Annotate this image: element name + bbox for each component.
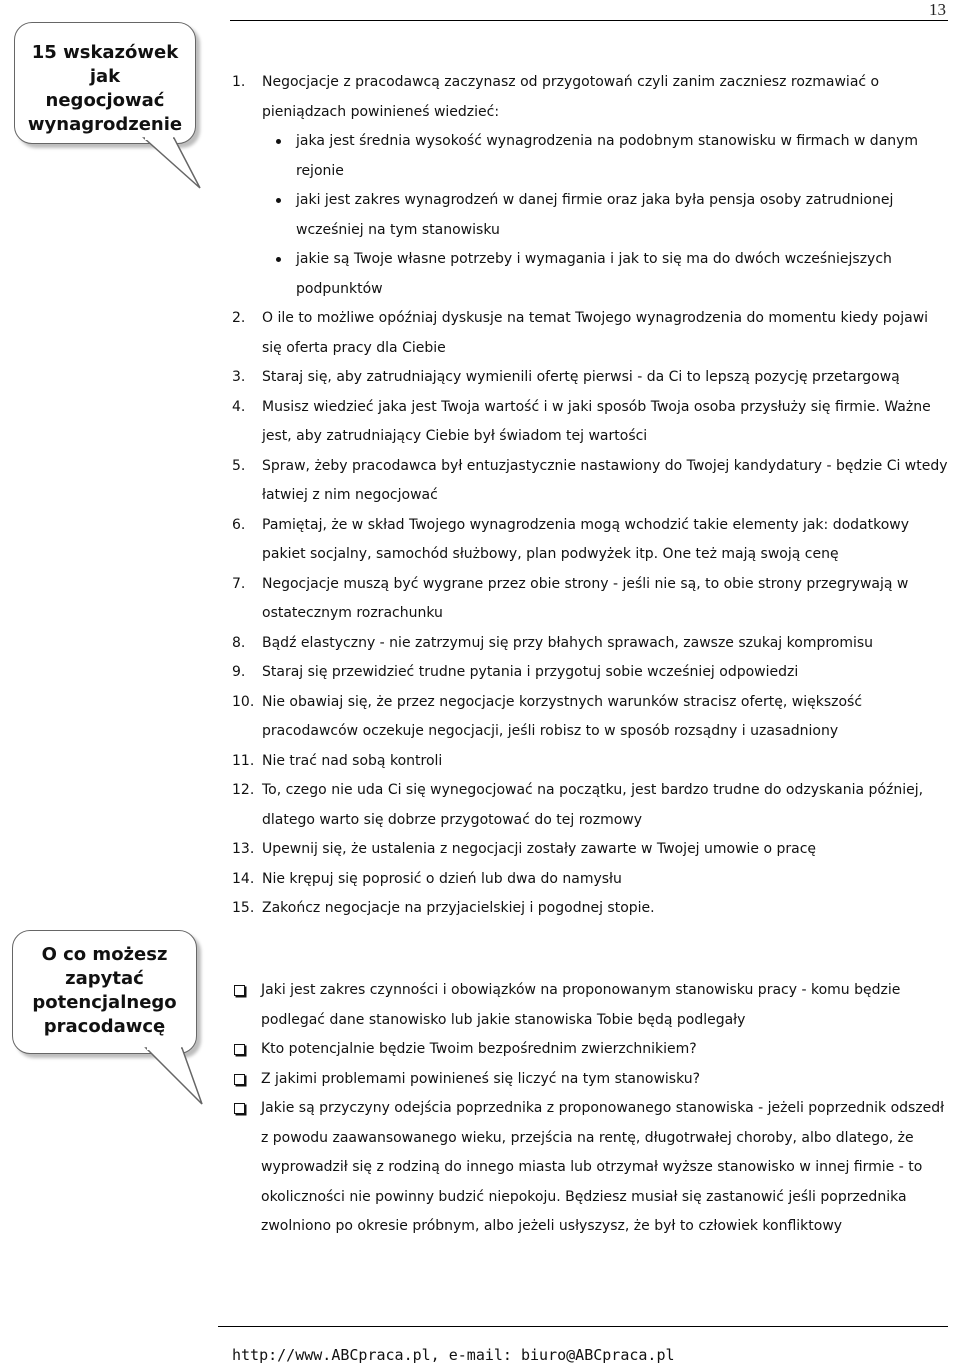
tip-number: 15. [232,900,255,916]
bubble-line: negocjować [45,90,165,111]
tip-item [232,835,952,865]
tip-item [232,68,952,127]
tip-text: O ile to możliwe opóźniaj dyskusje na temat Twojego wynagrodzenia do momentu kiedy pojawi się oferta pracy dla Ciebie [262,310,929,356]
question-item [232,976,952,1035]
tip-text: Nie trać nad sobą kontroli [262,752,443,769]
question-item [232,1035,952,1065]
tip-text: Spraw, żeby pracodawca był entuzjastycznie nastawiony do Twojej kandydatury - będzie Ci wtedy łatwiej z nim negocjować [262,457,948,503]
tip-text: Zakończ negocjacje na przyjacielskiej i pogodnej stopie. [262,900,655,916]
tip-text: Nie obawiaj się, że przez negocjacje korzystnych warunków stracisz ofertę, większość pracodawców oczekuje negocjacji, jeśli robisz to w sposób rozsądny i uzasadniony [262,693,863,739]
tip-number: 9. [232,664,246,680]
bullet-item [232,186,952,245]
bubble-line: 15 wskazówek [31,42,179,63]
tip-text: Bądź elastyczny - nie zatrzymuj się przy błahych sprawach, zawsze szukaj kompromisu [262,634,874,651]
tip-item [232,776,952,835]
bubble-line: jak [89,66,121,87]
tip-text: Upewnij się, że ustalenia z negocjacji zostały zawarte w Twojej umowie o pracę [262,841,817,857]
tip-number: 12. [232,782,255,798]
tip-text: Staraj się przewidzieć trudne pytania i przygotuj sobie wcześniej odpowiedzi [262,664,799,680]
tip-item [232,747,952,777]
tip-item [232,658,952,688]
tip-text: Musisz wiedzieć jaka jest Twoja wartość i w jaki sposób Twoja osoba przysłuży się firmie. Ważne jest, aby zatrudniający Ciebie był świadom tej wartości [262,398,931,444]
footer-contact: http://www.ABCpraca.pl, e-mail: biuro@ABCpraca.pl [232,1346,675,1364]
tip-item [232,894,952,924]
tip-number: 3. [232,369,246,385]
tip-item [232,393,952,452]
question-item [232,1065,952,1095]
questions-list [232,976,952,1242]
bullet-dot-icon [276,257,281,262]
page-number: 13 [929,0,946,19]
question-text: Jaki jest zakres czynności i obowiązków na proponowanym stanowisku pracy - komu będzie podlegać dane stanowisko lub jakie stanowiska Tobie będą podlegały [261,982,901,1028]
tips-list [232,68,952,924]
bubble-line: wynagrodzenie [27,114,183,135]
question-text: Kto potencjalnie będzie Twoim bezpośrednim zwierzchnikiem? [261,1041,697,1057]
bullet-dot-icon [276,139,281,144]
tip-number: 2. [232,310,246,326]
callout-bubble-tips [14,22,196,144]
callout-bubble-questions [12,930,197,1054]
bubble-line: potencjalnego [32,992,177,1013]
tip-number: 1. [232,74,246,90]
question-text: Jakie są przyczyny odejścia poprzednika z proponowanego stanowiska - jeżeli poprzednik odszedł z powodu zaawansowanego wieku, przejścia na rentę, długotrwałej choroby, albo dlatego, że wyprowadził się z rodziną do innego miasta lub otrzymał wyższe stanowisko w innej firmie - to okoliczności nie powinny budzić niepokoju. Będziesz musiał się zastanowić jeśli poprzednika zwolniono po okresie próbnym, albo jeżeli usłyszysz, że był to człowiek konfliktowy [261,1100,945,1234]
tip-item [232,865,952,895]
tip-number: 10. [232,693,255,710]
tip-number: 6. [232,516,246,533]
checkbox-square-icon [234,985,245,996]
tip-number: 8. [232,634,246,651]
tip-number: 4. [232,398,246,415]
bullet-dot-icon [276,198,281,203]
tip-item [232,688,952,747]
bubble-line: O co możesz [41,944,168,965]
bullet-text: jaka jest średnia wysokość wynagrodzenia na podobnym stanowisku w firmach w danym rejonie [296,133,919,179]
tip-text: To, czego nie uda Ci się wynegocjować na początku, jest bardzo trudne do odzyskania później, dlatego warto się dobrze przygotować do tej rozmowy [262,782,924,828]
tip1-bullet-list [232,127,952,304]
header-rule [230,20,948,21]
checkbox-square-icon [234,1074,245,1085]
footer-rule [218,1326,948,1327]
callout-tail [140,1048,220,1108]
tip-item [232,511,952,570]
tip-text: Nie krępuj się poprosić o dzień lub dwa do namysłu [262,870,622,887]
bullet-item [232,127,952,186]
bullet-item [232,245,952,304]
tip-text: Pamiętaj, że w skład Twojego wynagrodzenia mogą wchodzić takie elementy jak: dodatkowy pakiet socjalny, samochód służbowy, plan podwyżek itp. One też mają swoją cenę [262,516,910,562]
tip-item [232,570,952,629]
question-text: Z jakimi problemami powinieneś się liczyć na tym stanowisku? [261,1070,701,1087]
checkbox-square-icon [234,1044,245,1055]
tip-item [232,452,952,511]
bullet-text: jaki jest zakres wynagrodzeń w danej firmie oraz jaka była pensja osoby zatrudnionej wcześniej na tym stanowisku [296,192,894,238]
bubble-line: pracodawcę [43,1016,166,1037]
tip-text: Negocjacje muszą być wygrane przez obie strony - jeśli nie są, to obie strony przegrywają w ostatecznym rozrachunku [262,575,909,621]
tip-item [232,629,952,659]
tip-number: 11. [232,752,255,769]
tip-number: 13. [232,841,255,857]
tip-number: 14. [232,870,255,887]
question-item [232,1094,952,1242]
tip-number: 5. [232,457,246,474]
callout-tail [140,138,210,196]
bullet-text: jakie są Twoje własne potrzeby i wymagania i jak to się ma do dwóch wcześniejszych podpunktów [296,251,892,297]
checkbox-square-icon [234,1103,245,1114]
tip-item [232,363,952,393]
tip-text: Negocjacje z pracodawcą zaczynasz od przygotowań czyli zanim zaczniesz rozmawiać o pieniądzach powinieneś wiedzieć: [262,74,880,120]
tip-number: 7. [232,575,246,592]
bubble-line: zapytać [65,968,144,989]
tip-item [232,304,952,363]
tip-text: Staraj się, aby zatrudniający wymienili ofertę pierwsi - da Ci to lepszą pozycję przetargową [262,369,900,385]
